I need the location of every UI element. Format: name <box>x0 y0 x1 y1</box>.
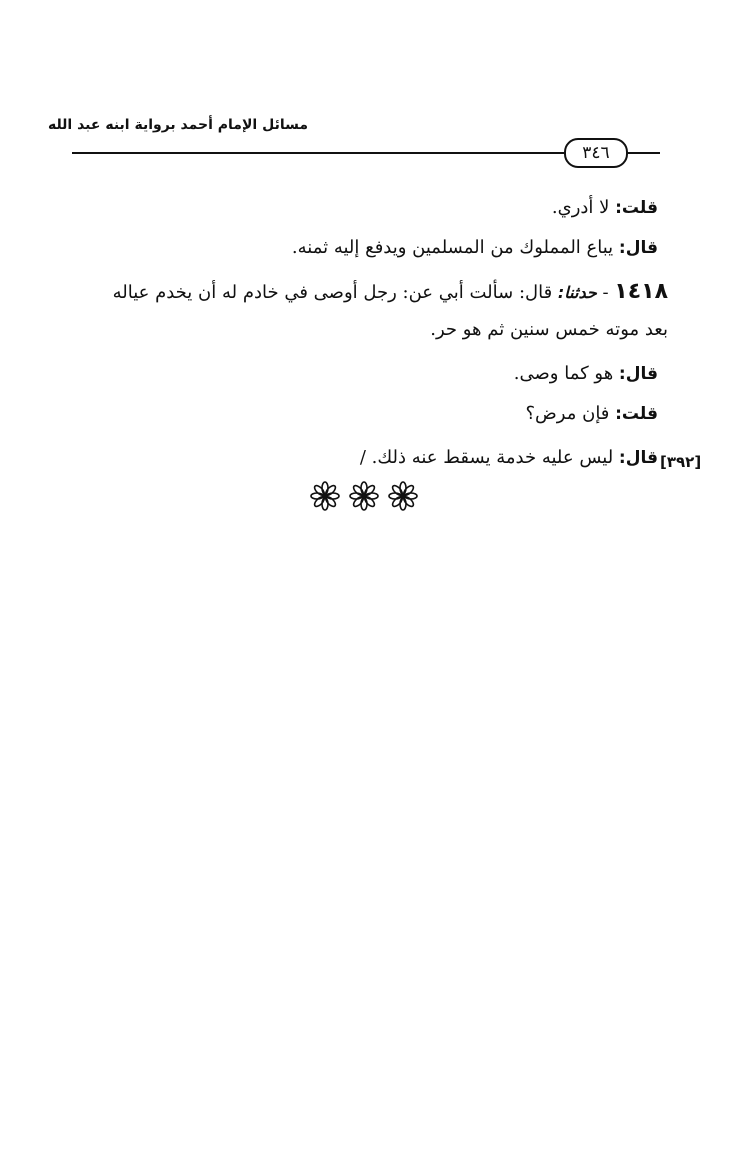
running-header-title: مسائل الإمام أحمد برواية ابنه عبد الله <box>47 117 308 133</box>
section-divider-ornaments <box>310 478 418 514</box>
margin-reference: [٣٩٢] <box>660 453 702 471</box>
flower-ornament-icon <box>388 481 418 511</box>
line-text: يباع المملوك من المسلمين ويدفع إليه ثمنه. <box>291 237 619 258</box>
flower-ornament-icon <box>349 481 379 511</box>
text-line-7 <box>360 442 658 474</box>
text-line-2 <box>292 232 658 264</box>
entry-dash: - <box>596 282 615 303</box>
line-text: قال: سألت أبي عن: رجل أوصى في خادم له أن يخدم عياله <box>112 282 558 303</box>
speaker-label: قال: <box>618 448 658 468</box>
hadith-chain-label: حدثنا: <box>557 283 597 302</box>
text-line-6 <box>525 398 658 430</box>
line-text: بعد موته خمس سنين ثم هو حر. <box>430 319 668 340</box>
text-line-4 <box>430 314 668 346</box>
speaker-label: قلت: <box>615 198 658 218</box>
page-number: ٣٤٦ <box>564 138 628 168</box>
entry-number: ١٤١٨ <box>614 279 668 304</box>
speaker-label: قال: <box>618 364 658 384</box>
text-line-5 <box>514 358 658 390</box>
text-line-1 <box>552 192 658 224</box>
line-text: ليس عليه خدمة يسقط عنه ذلك. / <box>359 447 619 468</box>
line-text: هو كما وصى. <box>513 363 619 384</box>
text-line-3 <box>113 276 668 309</box>
speaker-label: قلت: <box>615 404 658 424</box>
line-text: فإن مرض؟ <box>525 403 616 424</box>
line-text: لا أدري. <box>551 197 616 218</box>
speaker-label: قال: <box>618 238 658 258</box>
flower-ornament-icon <box>310 481 340 511</box>
